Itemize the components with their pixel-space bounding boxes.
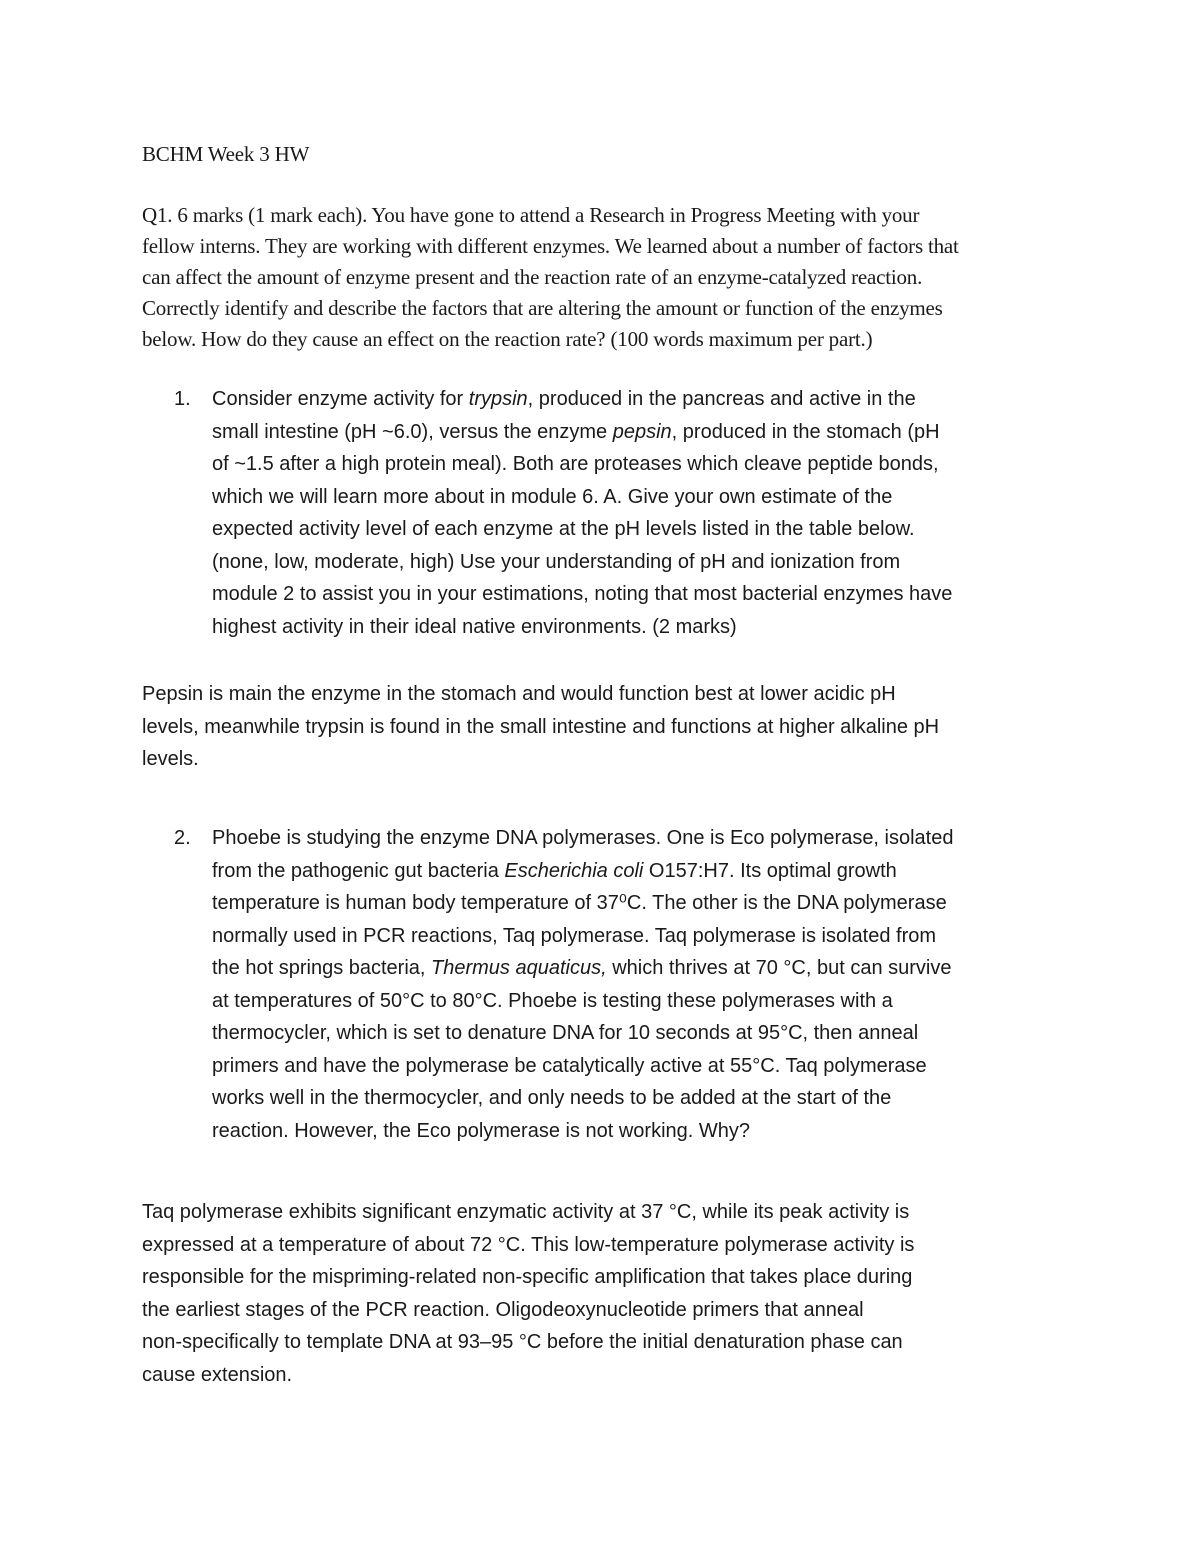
question-line: normally used in PCR reactions, Taq polymerase. Taq polymerase is isolated from [212,924,937,947]
question-line: expected activity level of each enzyme at the pH levels listed in the table below. [212,518,915,540]
question-number: 1. [174,388,191,410]
answer-line: levels. [142,748,199,770]
answer-line: the earliest stages of the PCR reaction. Oligodeoxynucleotide primers that anneal [142,1298,864,1321]
question-line: of ~1.5 after a high protein meal). Both are proteases which cleave peptide bonds, [212,453,939,475]
question-line: module 2 to assist you in your estimations, noting that most bacterial enzymes have [212,583,953,605]
answer-line: responsible for the mispriming-related non-specific amplification that takes place during [142,1266,913,1288]
question-line: primers and have the polymerase be catalytically active at 55°C. Taq polymerase [212,1054,927,1077]
question-line: Phoebe is studying the enzyme DNA polymerases. One is Eco polymerase, isolated [212,827,954,849]
intro-line: Q1. 6 marks (1 mark each). You have gone to attend a Research in Progress Meeting with your [142,203,920,227]
question-line: small intestine (pH ~6.0), versus the enzyme pepsin, produced in the stomach (pH [212,420,940,443]
question-line: from the pathogenic gut bacteria Escherichia coli O157:H7. Its optimal growth [212,859,897,882]
answer-1 [142,678,1092,776]
question-intro [142,200,1062,355]
question-line: Consider enzyme activity for trypsin, produced in the pancreas and active in the [212,388,916,410]
question-line: which we will learn more about in module 6. A. Give your own estimate of the [212,485,893,508]
question-text [212,383,952,643]
answer-line: Taq polymerase exhibits significant enzymatic activity at 37 °C, while its peak activity is [142,1201,910,1223]
answer-line: cause extension. [142,1363,293,1386]
intro-line: Correctly identify and describe the factors that are altering the amount or function of the enzymes [142,296,943,320]
question-line: reaction. However, the Eco polymerase is not working. Why? [212,1119,751,1142]
intro-line: can affect the amount of enzyme present and the reaction rate of an enzyme-catalyzed reaction. [142,265,923,289]
question-line: works well in the thermocycler, and only needs to be added at the start of the [212,1087,892,1109]
answer-2 [142,1196,1092,1391]
question-line: temperature is human body temperature of 37⁰C. The other is the DNA polymerase [212,892,947,914]
answer-line: expressed at a temperature of about 72 °C. This low-temperature polymerase activity is [142,1233,915,1256]
question-line: (none, low, moderate, high) Use your understanding of pH and ionization from [212,550,901,573]
answer-line: levels, meanwhile trypsin is found in the small intestine and functions at higher alkaline pH [142,715,940,738]
question-line: at temperatures of 50°C to 80°C. Phoebe is testing these polymerases with a [212,989,893,1012]
answer-line: Pepsin is main the enzyme in the stomach and would function best at lower acidic pH [142,683,896,705]
question-text [212,822,953,1147]
question-line: the hot springs bacteria, Thermus aquaticus, which thrives at 70 °C, but can survive [212,957,952,979]
intro-line: below. How do they cause an effect on the reaction rate? (100 words maximum per part.) [142,327,873,351]
question-number: 2. [174,827,191,849]
page-title: BCHM Week 3 HW [142,142,310,166]
answer-line: non-specifically to template DNA at 93–95 °C before the initial denaturation phase can [142,1331,903,1353]
intro-line: fellow interns. They are working with different enzymes. We learned about a number of factors that [142,234,959,258]
question-line: highest activity in their ideal native environments. (2 marks) [212,615,737,638]
question-line: thermocycler, which is set to denature DNA for 10 seconds at 95°C, then anneal [212,1022,919,1044]
